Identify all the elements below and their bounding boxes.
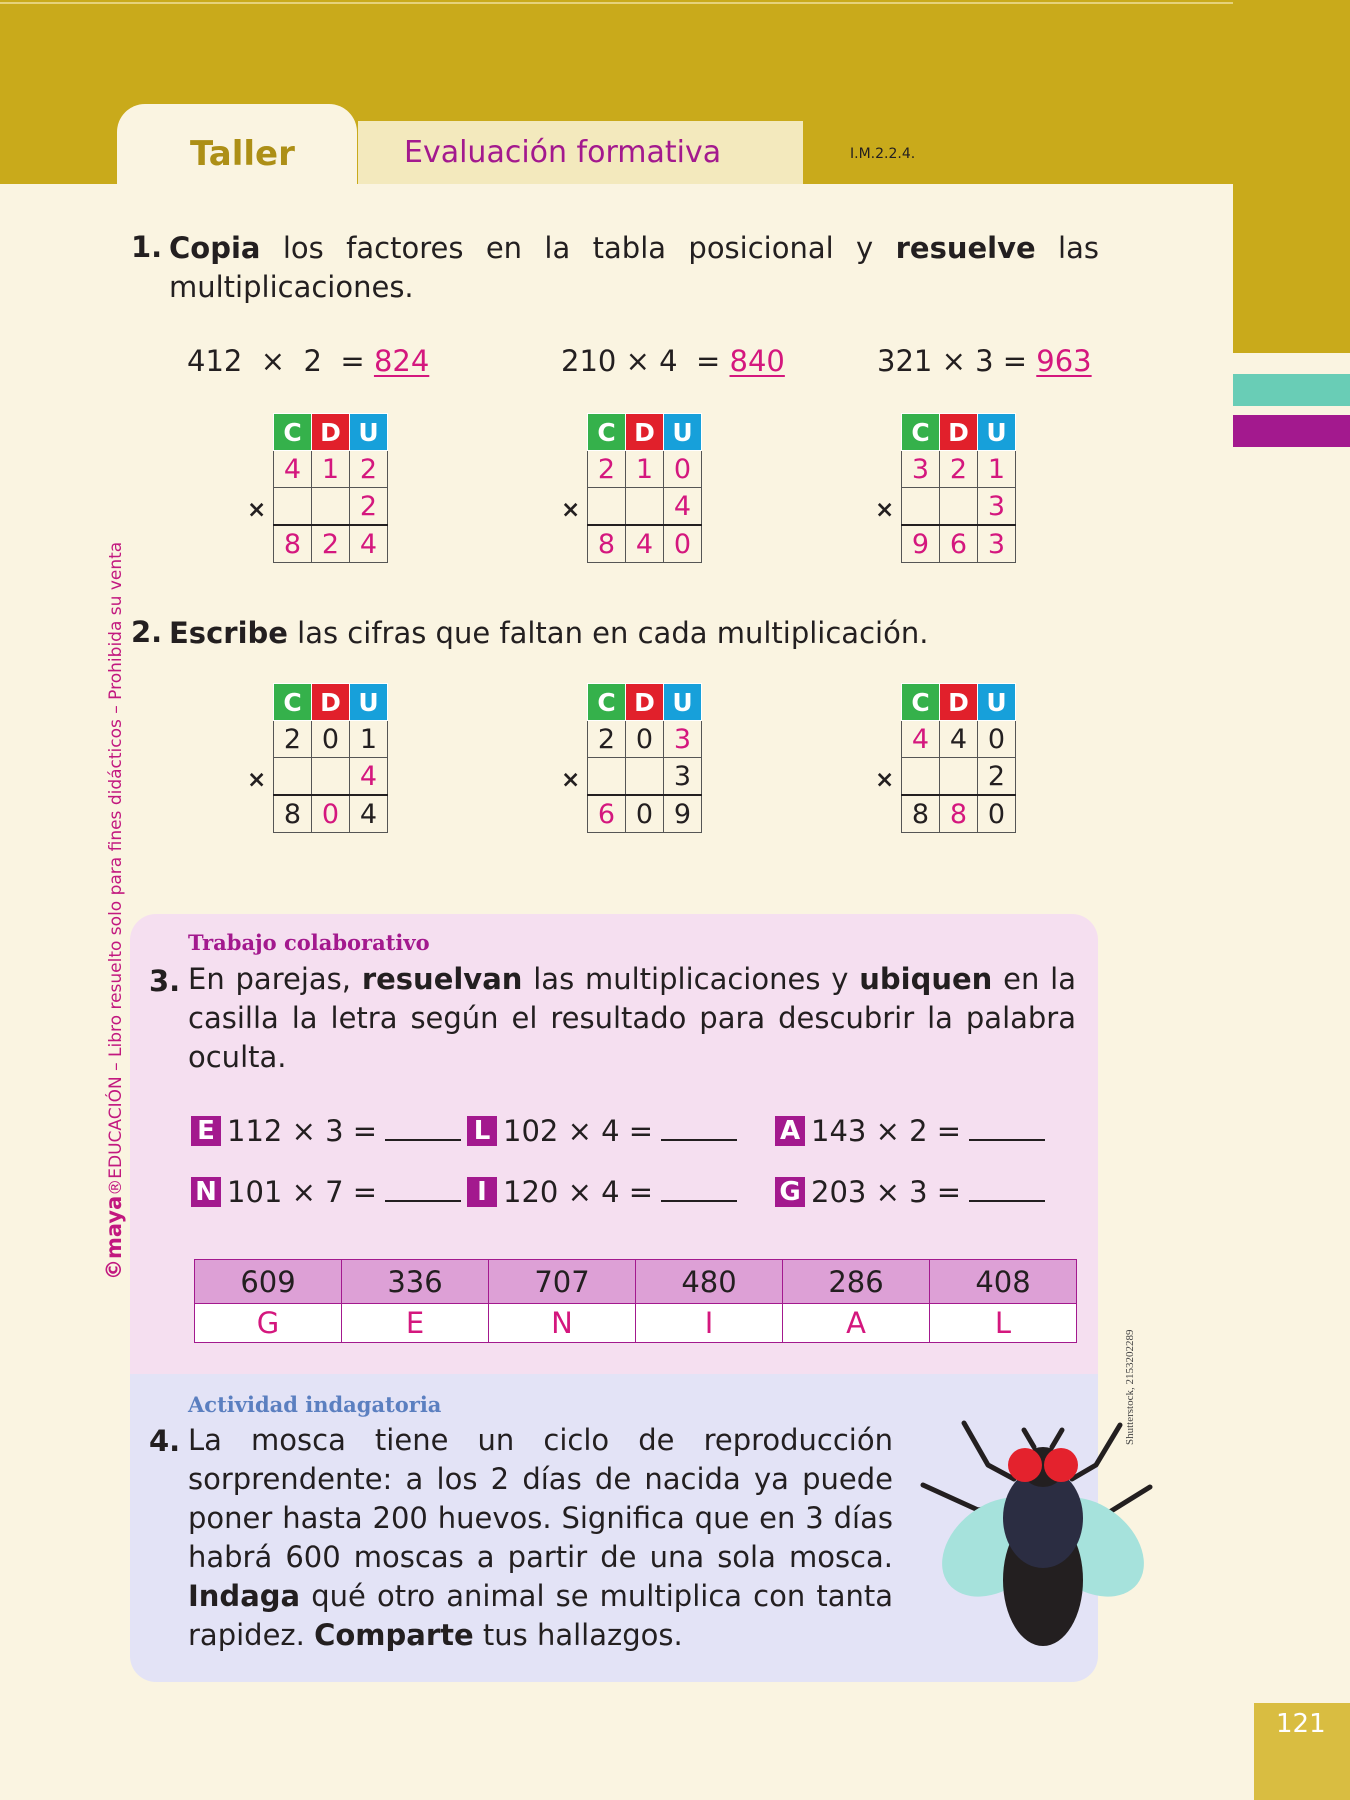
- code-letter: L: [930, 1304, 1077, 1343]
- header-d: D: [626, 684, 664, 721]
- cell: 2: [312, 525, 350, 563]
- eq2-expr: 210 × 4 =: [561, 344, 730, 378]
- cell: 2: [274, 721, 312, 758]
- q1-number: 1.: [131, 230, 163, 264]
- code-letter: G: [195, 1304, 342, 1343]
- cell: 2: [350, 451, 388, 488]
- code-number: 336: [342, 1260, 489, 1304]
- page-number: 121: [1276, 1709, 1326, 1739]
- cell: 0: [978, 795, 1016, 833]
- cell: 3: [978, 488, 1016, 526]
- q3-item: [467, 1114, 737, 1148]
- q3-item: [775, 1114, 1045, 1148]
- q1-bold2: resuelve: [895, 231, 1036, 265]
- place-value-table: [273, 413, 388, 563]
- q3-t2: las multiplicaciones y: [522, 962, 860, 996]
- cell: 1: [350, 721, 388, 758]
- cell: 2: [940, 451, 978, 488]
- q4-t1: La mosca tiene un ciclo de reproducción sorprendente: a los 2 días de nacida ya puede poner hasta 200 huevos. Significa que en 3 días habrá 600 moscas a partir de una sola mosca.: [188, 1423, 893, 1574]
- teal-stripe: [1233, 374, 1350, 406]
- letter-badge: N: [191, 1177, 221, 1207]
- times-sign: ×: [875, 497, 895, 523]
- cell: 4: [350, 758, 388, 796]
- q3-t3: en la casilla la letra según el resultado para descubrir la palabra oculta.: [188, 962, 1076, 1074]
- side-rest: ®EDUCACIÓN – Libro resuelto solo para fines didácticos – Prohibida su venta: [106, 541, 126, 1196]
- cell: [940, 758, 978, 796]
- cell: 8: [902, 795, 940, 833]
- q2-bold: Escribe: [169, 616, 288, 650]
- header-c: C: [588, 684, 626, 721]
- answer-blank[interactable]: [969, 1119, 1045, 1141]
- q3-item: [467, 1175, 737, 1209]
- place-value-table: [901, 413, 1016, 563]
- times-sign: ×: [561, 497, 581, 523]
- q3-label: Trabajo colaborativo: [188, 930, 430, 955]
- q3-item-expr: 112 × 3 =: [227, 1114, 378, 1148]
- tab-evaluacion: [358, 121, 803, 184]
- q3-item-expr: 102 × 4 =: [503, 1114, 654, 1148]
- cell: 0: [664, 451, 702, 488]
- side-brand: ©maya: [102, 1195, 126, 1280]
- code-letter: A: [783, 1304, 930, 1343]
- top-band-line: [0, 2, 1350, 4]
- cell: 4: [664, 488, 702, 526]
- code-letter: N: [489, 1304, 636, 1343]
- cell: 9: [902, 525, 940, 563]
- code-number: 609: [195, 1260, 342, 1304]
- eq2-answer: 840: [729, 344, 785, 378]
- cell: 2: [978, 758, 1016, 796]
- cell: 8: [940, 795, 978, 833]
- q3-b1: resuelvan: [361, 962, 523, 996]
- q3-item: [191, 1175, 461, 1209]
- answer-blank[interactable]: [385, 1180, 461, 1202]
- header-u: U: [350, 684, 388, 721]
- code-number: 707: [489, 1260, 636, 1304]
- cell: 6: [588, 795, 626, 833]
- cell: 3: [664, 721, 702, 758]
- times-sign: ×: [247, 767, 267, 793]
- cell: 0: [626, 721, 664, 758]
- cell: [902, 488, 940, 526]
- cell: 2: [588, 721, 626, 758]
- cell: [626, 488, 664, 526]
- header-c: C: [902, 414, 940, 451]
- letter-badge: G: [775, 1177, 805, 1207]
- cell: 0: [978, 721, 1016, 758]
- cell: [312, 488, 350, 526]
- header-u: U: [664, 684, 702, 721]
- cell: 4: [350, 525, 388, 563]
- q3-text: [188, 960, 1076, 1077]
- q3-item-expr: 101 × 7 =: [227, 1175, 378, 1209]
- answer-blank[interactable]: [385, 1119, 461, 1141]
- code-table: [194, 1259, 1077, 1343]
- header-c: C: [274, 414, 312, 451]
- q3-item-expr: 203 × 3 =: [811, 1175, 962, 1209]
- header-d: D: [312, 684, 350, 721]
- cell: [940, 488, 978, 526]
- q3-b2: ubiquen: [859, 962, 993, 996]
- cell: [588, 488, 626, 526]
- eq3-expr: 321 × 3 =: [877, 344, 1037, 378]
- q4-number: 4.: [149, 1424, 181, 1458]
- answer-blank[interactable]: [969, 1180, 1045, 1202]
- cell: [902, 758, 940, 796]
- skill-code: I.M.2.2.4.: [850, 146, 916, 162]
- tab-taller-label: Taller: [190, 134, 295, 174]
- place-value-table: [273, 683, 388, 833]
- header-c: C: [902, 684, 940, 721]
- q3-number: 3.: [149, 964, 181, 998]
- tab-evaluacion-label: Evaluación formativa: [404, 135, 722, 170]
- header-u: U: [350, 414, 388, 451]
- right-band: [1233, 0, 1350, 353]
- fly-illustration: [918, 1415, 1208, 1655]
- cell: 8: [588, 525, 626, 563]
- cell: 2: [350, 488, 388, 526]
- cell: 9: [664, 795, 702, 833]
- q1-text2: las multiplicaciones.: [169, 231, 1099, 304]
- q4-text: [188, 1421, 893, 1655]
- code-letter: E: [342, 1304, 489, 1343]
- place-value-table: [587, 683, 702, 833]
- cell: 2: [588, 451, 626, 488]
- q3-item: [191, 1114, 461, 1148]
- q4-b2: Comparte: [314, 1618, 474, 1652]
- code-number: 480: [636, 1260, 783, 1304]
- cell: 0: [664, 525, 702, 563]
- cell: [274, 488, 312, 526]
- header-d: D: [312, 414, 350, 451]
- place-value-table: [587, 413, 702, 563]
- q1-equation-3: [877, 344, 1092, 378]
- q4-b1: Indaga: [188, 1579, 301, 1613]
- header-d: D: [940, 684, 978, 721]
- cell: 1: [978, 451, 1016, 488]
- cell: 0: [312, 795, 350, 833]
- cell: [626, 758, 664, 796]
- letter-badge: A: [775, 1116, 805, 1146]
- cell: 1: [626, 451, 664, 488]
- page-number-box: [1254, 1703, 1350, 1800]
- side-copyright: [102, 542, 126, 1280]
- header-u: U: [978, 414, 1016, 451]
- cell: 0: [626, 795, 664, 833]
- cell: 0: [312, 721, 350, 758]
- q2-rest: las cifras que faltan en cada multiplicación.: [287, 616, 929, 650]
- q3-item-expr: 120 × 4 =: [503, 1175, 654, 1209]
- letter-badge: I: [467, 1177, 497, 1207]
- header-u: U: [664, 414, 702, 451]
- header-u: U: [978, 684, 1016, 721]
- q1-equation-2: [561, 344, 785, 378]
- letter-badge: L: [467, 1116, 497, 1146]
- image-credit: Shutterstock, 2153202289: [1124, 1329, 1136, 1445]
- header-c: C: [588, 414, 626, 451]
- answer-blank[interactable]: [661, 1180, 737, 1202]
- cell: 3: [902, 451, 940, 488]
- q3-item: [775, 1175, 1045, 1209]
- q1-bold1: Copia: [169, 231, 261, 265]
- cell: [274, 758, 312, 796]
- q2-text: [169, 614, 1099, 653]
- letter-badge: E: [191, 1116, 221, 1146]
- header-c: C: [274, 684, 312, 721]
- cell: 4: [902, 721, 940, 758]
- q3-t1: En parejas,: [188, 962, 362, 996]
- times-sign: ×: [247, 497, 267, 523]
- code-number: 286: [783, 1260, 930, 1304]
- q4-t2: qué otro animal se multiplica con tanta rapidez.: [188, 1579, 893, 1652]
- cell: 8: [274, 795, 312, 833]
- place-value-table: [901, 683, 1016, 833]
- code-letter: I: [636, 1304, 783, 1343]
- cell: [588, 758, 626, 796]
- q2-number: 2.: [131, 615, 163, 649]
- header-d: D: [940, 414, 978, 451]
- cell: 4: [626, 525, 664, 563]
- eq1-expr: 412 × 2 =: [187, 344, 374, 378]
- times-sign: ×: [875, 767, 895, 793]
- tab-taller: [117, 104, 357, 188]
- cell: 3: [978, 525, 1016, 563]
- header-d: D: [626, 414, 664, 451]
- q4-t3: tus hallazgos.: [473, 1618, 683, 1652]
- code-number: 408: [930, 1260, 1077, 1304]
- cell: 4: [350, 795, 388, 833]
- cell: 6: [940, 525, 978, 563]
- cell: 3: [664, 758, 702, 796]
- q1-equation-1: [187, 344, 429, 378]
- q3-item-expr: 143 × 2 =: [811, 1114, 962, 1148]
- cell: [312, 758, 350, 796]
- cell: 1: [312, 451, 350, 488]
- cell: 4: [274, 451, 312, 488]
- times-sign: ×: [561, 767, 581, 793]
- magenta-stripe: [1233, 415, 1350, 447]
- q1-text: [169, 229, 1099, 307]
- cell: 4: [940, 721, 978, 758]
- q1-text1: los factores en la tabla posicional y: [260, 231, 896, 265]
- answer-blank[interactable]: [661, 1119, 737, 1141]
- eq1-answer: 824: [373, 344, 430, 378]
- q4-label: Actividad indagatoria: [188, 1392, 442, 1417]
- cell: 8: [274, 525, 312, 563]
- eq3-answer: 963: [1036, 344, 1092, 378]
